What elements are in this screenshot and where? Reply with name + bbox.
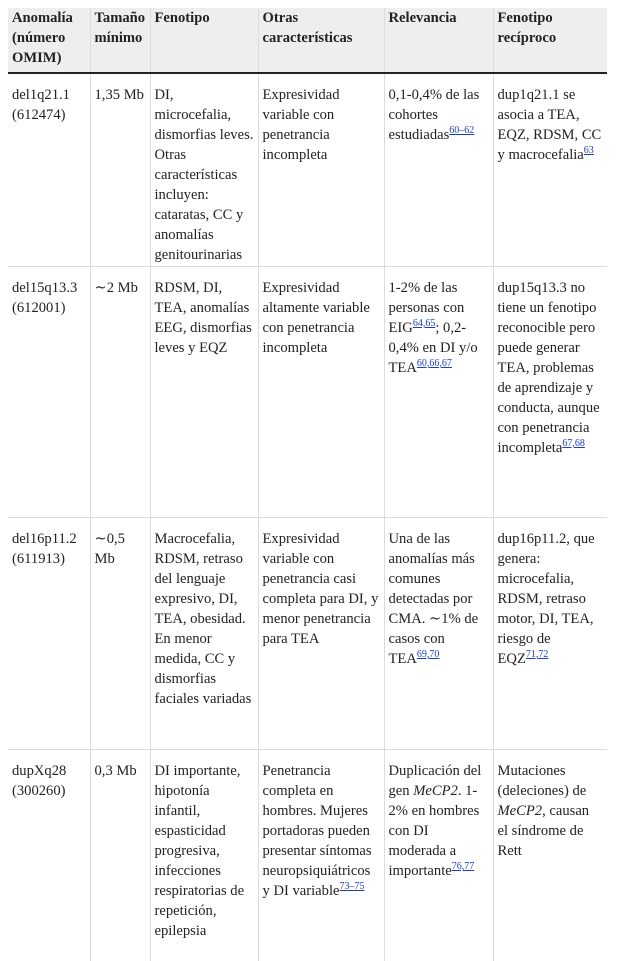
cell-other: Expresividad variable con penetrancia incompleta	[258, 73, 384, 267]
header-reciprocal: Fenotipo recíproco	[493, 8, 607, 73]
table-header	[8, 8, 607, 73]
cell-other: Expresividad variable con penetrancia casi completa para DI, y menor penetrancia para TEA	[258, 518, 384, 750]
other-text: Penetrancia completa en hombres. Mujeres portadoras pueden presentar síntomas neuropsiquiátricos y DI variable	[263, 763, 372, 899]
relevance-text: 1-2% de las personas con EIG	[389, 280, 465, 336]
reference-link[interactable]: 63	[584, 145, 594, 156]
cell-size: 0,3 Mb	[90, 750, 150, 961]
relevance-text: Una de las anomalías más comunes detectadas por CMA. ∼1% de casos con TEA	[389, 531, 479, 667]
cell-other	[258, 750, 384, 961]
cell-other: Expresividad altamente variable con penetrancia incompleta	[258, 267, 384, 518]
cell-anomaly: del15q13.3 (612001)	[8, 267, 90, 518]
table-row	[8, 267, 607, 518]
cell-relevance	[384, 73, 493, 267]
reciprocal-text: , causan el síndrome de Rett	[498, 803, 590, 859]
relevance-text: Duplicación del gen	[389, 763, 482, 799]
gene-name: MeCP2	[413, 783, 458, 799]
reciprocal-text: dup1q21.1 se asocia a TEA, EQZ, RDSM, CC y macrocefalia	[498, 87, 602, 163]
header-relevance: Relevancia	[384, 8, 493, 73]
cell-phenotype: Macrocefalia, RDSM, retraso del lenguaje expresivo, DI, TEA, obesidad. En menor medida, CC y dismorfias faciales variadas	[150, 518, 258, 750]
cell-anomaly: dupXq28 (300260)	[8, 750, 90, 961]
header-size: Tamaño mínimo	[90, 8, 150, 73]
cell-phenotype: DI importante, hipotonía infantil, espasticidad progresiva, infecciones respiratorias de repetición, epilepsia	[150, 750, 258, 961]
reference-link[interactable]: 69,70	[417, 649, 440, 660]
reference-link[interactable]: 71,72	[526, 649, 549, 660]
cell-anomaly: del16p11.2 (611913)	[8, 518, 90, 750]
cell-reciprocal	[493, 518, 607, 750]
cell-relevance	[384, 267, 493, 518]
cell-phenotype: RDSM, DI, TEA, anomalías EEG, dismorfias leves y EQZ	[150, 267, 258, 518]
cell-anomaly: del1q21.1 (612474)	[8, 73, 90, 267]
reciprocal-text: dup15q13.3 no tiene un fenotipo reconocible pero puede generar TEA, problemas de aprendizaje y conducta, aunque con penetrancia incompleta	[498, 280, 600, 456]
reference-link[interactable]: 60–62	[449, 125, 474, 136]
relevance-text: 0,1-0,4% de las cohortes estudiadas	[389, 87, 480, 143]
genomic-anomalies-table	[8, 8, 607, 961]
reference-link[interactable]: 76,77	[452, 861, 475, 872]
reference-link[interactable]: 67,68	[562, 438, 585, 449]
table-row	[8, 518, 607, 750]
gene-name: MeCP2	[498, 803, 543, 819]
cell-relevance	[384, 518, 493, 750]
cell-phenotype: DI, microcefalia, dismorfias leves. Otras características incluyen: cataratas, CC y anomalías genitourinarias	[150, 73, 258, 267]
header-phenotype: Fenotipo	[150, 8, 258, 73]
reference-link[interactable]: 64,65	[413, 318, 436, 329]
reciprocal-text: dup16p11.2, que genera: microcefalia, RDSM, retraso motor, DI, TEA, riesgo de EQZ	[498, 531, 595, 667]
header-other: Otras características	[258, 8, 384, 73]
cell-size: ∼0,5 Mb	[90, 518, 150, 750]
cell-relevance	[384, 750, 493, 961]
relevance-text: . 1-2% en hombres con DI moderada a importante	[389, 783, 480, 879]
reciprocal-text: Mutaciones (deleciones) de	[498, 763, 587, 799]
cell-size: 1,35 Mb	[90, 73, 150, 267]
table-row	[8, 73, 607, 267]
cell-size: ∼2 Mb	[90, 267, 150, 518]
header-anomaly: Anomalía (número OMIM)	[8, 8, 90, 73]
reference-link[interactable]: 73–75	[340, 881, 365, 892]
cell-reciprocal	[493, 267, 607, 518]
cell-reciprocal	[493, 73, 607, 267]
cell-reciprocal	[493, 750, 607, 961]
relevance-text: ; 0,2-0,4% en DI y/o TEA	[389, 320, 478, 376]
reference-link[interactable]: 60,66,67	[417, 358, 452, 369]
table-row	[8, 750, 607, 961]
